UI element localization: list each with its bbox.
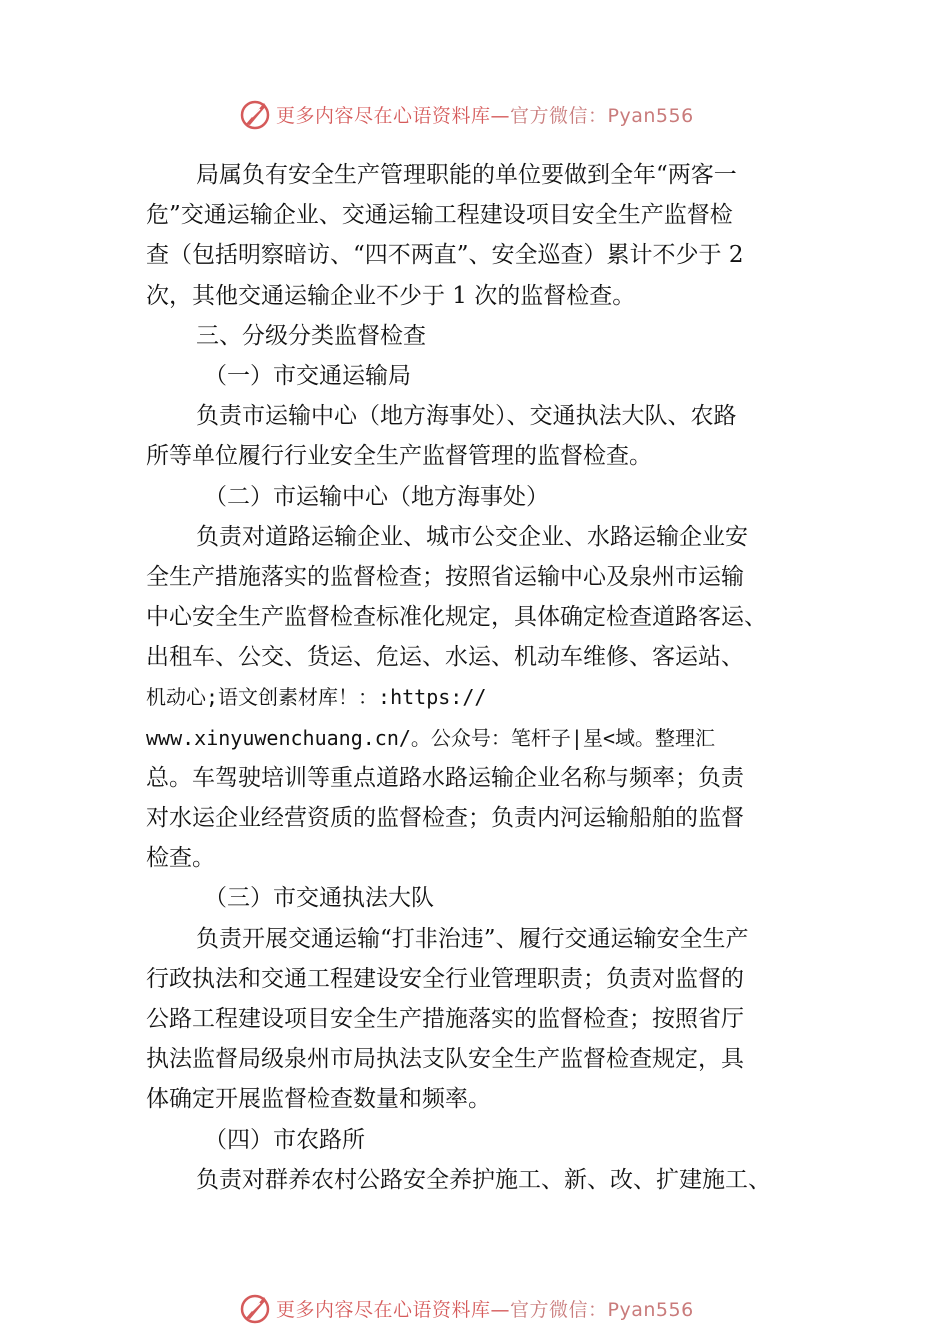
subsection-heading: （三）市交通执法大队: [204, 885, 434, 912]
document-body: [146, 155, 826, 1200]
text-line: 危”交通运输企业、交通运输工程建设项目安全生产监督检: [146, 202, 733, 229]
text-line: 负责对道路运输企业、城市公交企业、水路运输企业安: [196, 523, 748, 550]
header-watermark: [238, 96, 694, 132]
text-line: 公路工程建设项目安全生产措施落实的监督检查；按照省厅: [146, 1005, 744, 1032]
subsection-heading: （四）市农路所: [204, 1126, 365, 1153]
separator: —: [490, 1298, 511, 1321]
text-line: 行政执法和交通工程建设安全行业管理职责；负责对监督的: [146, 965, 744, 992]
separator: —: [490, 104, 511, 127]
quill-seal-icon: [238, 1291, 272, 1325]
text-line: 负责开展交通运输“打非治违”、履行交通运输安全生产: [196, 925, 749, 952]
text-line: 执法监督局级泉州市局执法支队安全生产监督检查规定，具: [146, 1046, 744, 1073]
brand-text: 更多内容尽在心语资料库: [276, 104, 491, 127]
text-line: 所等单位履行行业安全生产监督管理的监督检查。: [146, 443, 652, 470]
subsection-heading: （二）市运输中心（地方海事处）: [204, 483, 549, 510]
text-line: 对水运企业经营资质的监督检查；负责内河运输船舶的监督: [146, 805, 744, 831]
wechat-text: 官方微信：Pyan556: [510, 1298, 694, 1321]
text-line: 局属负有安全生产管理职能的单位要做到全年“两客一: [196, 162, 737, 188]
text-line: 检查。: [146, 845, 215, 872]
text-line: 查（包括明察暗访、“四不两直”、安全巡查）累计不少于 2: [146, 242, 744, 269]
text-line: 体确定开展监督检查数量和频率。: [146, 1086, 491, 1113]
text-line: 负责对群养农村公路安全养护施工、新、改、扩建施工、: [196, 1166, 771, 1193]
brand-text: 更多内容尽在心语资料库: [276, 1298, 491, 1321]
subsection-heading: （一）市交通运输局: [204, 362, 411, 389]
wechat-text: 官方微信：Pyan556: [510, 104, 694, 127]
section-heading: 三、分级分类监督检查: [196, 322, 426, 349]
text-line: 全生产措施落实的监督检查；按照省运输中心及泉州市运输: [146, 563, 744, 590]
text-line: 总。车驾驶培训等重点道路水路运输企业名称与频率；负责: [146, 764, 744, 791]
text-line: 负责市运输中心（地方海事处）、交通执法大队、农路: [196, 403, 737, 430]
text-line: 次，其他交通运输企业不少于 1 次的监督检查。: [146, 282, 636, 309]
footer-watermark: [238, 1290, 694, 1326]
text-line: www.xinyuwenchuang.cn/。公众号：笔杆子|星<域。整理汇: [146, 725, 715, 750]
quill-seal-icon: [238, 97, 272, 131]
text-line: 中心安全生产监督检查标准化规定，具体确定检查道路客运、: [146, 604, 767, 631]
text-line: 出租车、公交、货运、危运、水运、机动车维修、客运站、: [146, 644, 744, 671]
text-line: 机动心;语文创素材库！：:https://: [146, 685, 487, 710]
